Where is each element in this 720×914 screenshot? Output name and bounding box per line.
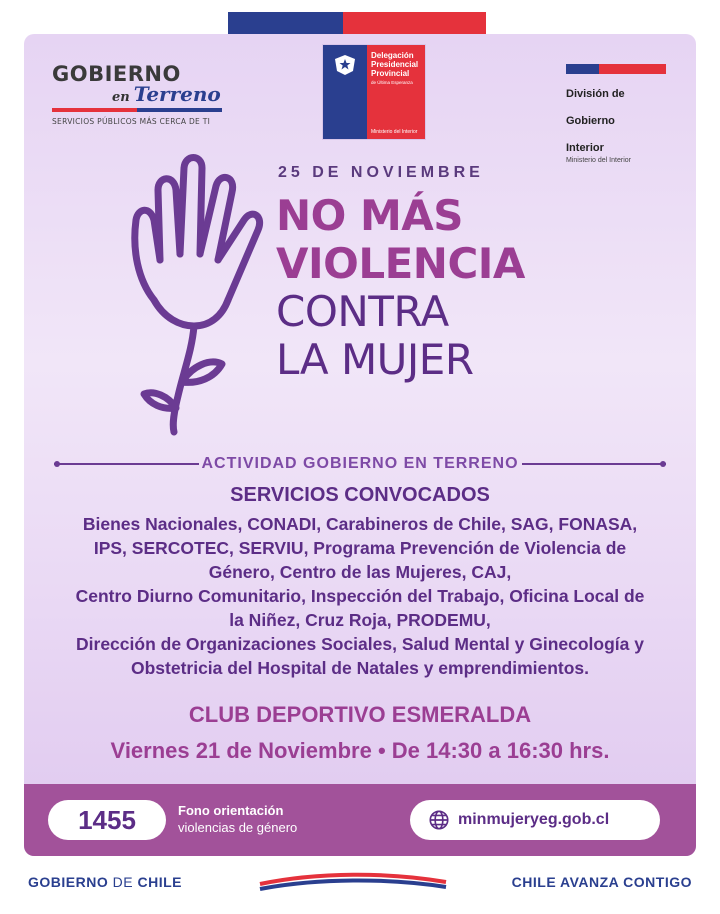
footer-gobierno: GOBIERNO (28, 874, 109, 890)
headline-line1: NO MÁS (276, 191, 464, 240)
divider-left (54, 463, 199, 465)
division-line1: División de (566, 88, 625, 100)
services-title: SERVICIOS CONVOCADOS (230, 484, 490, 506)
delegacion-line2: Presidencial (371, 60, 419, 69)
top-flag-bar (228, 12, 486, 34)
coat-of-arms (323, 45, 367, 139)
services-line: Dirección de Organizaciones Sociales, Salud Mental y Ginecología y (76, 634, 644, 654)
phone-number[interactable]: 1455 (48, 800, 166, 840)
phone-label (178, 802, 297, 836)
delegacion-sub: de Última Esperanza (371, 80, 413, 85)
services-line: Obstetricia del Hospital de Natales y emprendimientos. (130, 658, 590, 678)
activity-heading (54, 452, 666, 476)
delegacion-logo (322, 44, 426, 140)
coat-of-arms-icon (331, 53, 359, 77)
services-line: Centro Diurno Comunitario, Inspección del Trabajo, Oficina Local de (75, 586, 645, 606)
flag-red-segment (343, 12, 486, 34)
website-link[interactable] (410, 800, 660, 840)
division-flag-bar (566, 64, 666, 74)
division-ministry: Ministerio del Interior (566, 157, 631, 164)
delegacion-ministry: Ministerio del Interior (371, 129, 418, 135)
hand-flower-icon (118, 150, 278, 436)
activity-title: ACTIVIDAD GOBIERNO EN TERRENO (201, 455, 519, 472)
venue: CLUB DEPORTIVO ESMERALDA (188, 702, 532, 727)
logo-underline (52, 108, 222, 112)
services-list (24, 512, 696, 680)
services-line: la Niñez, Cruz Roja, PRODEMU, (229, 610, 491, 630)
chile-avanza-contigo: CHILE AVANZA CONTIGO (511, 874, 692, 890)
division-line2: Gobierno (566, 115, 615, 127)
gobierno-de-chile-logo (28, 874, 182, 890)
divider-right (522, 463, 667, 465)
campaign-date: 25 DE NOVIEMBRE (278, 164, 484, 181)
campaign-headline (276, 192, 525, 384)
division-gobierno-interior-logo (566, 64, 676, 164)
services-line: IPS, SERCOTEC, SERVIU, Programa Prevención de Violencia de (93, 538, 627, 558)
footer-de: DE (108, 874, 138, 890)
headline-line2: VIOLENCIA (276, 239, 525, 288)
poster-card (24, 34, 696, 856)
footer-chile: CHILE (137, 874, 182, 890)
logo-title: GOBIERNO (52, 62, 181, 86)
division-line3: Interior (566, 142, 604, 154)
logo-en: en (112, 90, 130, 105)
headline-line4: LA MUJER (276, 335, 474, 384)
delegacion-line3: Provincial (371, 69, 410, 78)
globe-icon (428, 809, 450, 831)
logo-tagline: SERVICIOS PÚBLICOS MÁS CERCA DE TI (52, 117, 211, 126)
gobierno-en-terreno-logo (52, 62, 252, 126)
contact-band (24, 784, 696, 856)
event-datetime: Viernes 21 de Noviembre • De 14:30 a 16:30 hrs. (110, 738, 610, 763)
logo-terreno: Terreno (133, 82, 221, 106)
phone-label-line2: violencias de género (178, 820, 298, 835)
delegacion-line1: Delegación (371, 51, 414, 60)
headline-line3: CONTRA (276, 287, 449, 336)
phone-label-line1: Fono orientación (178, 803, 284, 818)
services-line: Género, Centro de las Mujeres, CAJ, (208, 562, 512, 582)
services-line: Bienes Nacionales, CONADI, Carabineros de Chile, SAG, FONASA, (82, 514, 638, 534)
delegacion-text (367, 45, 425, 139)
flag-blue-segment (228, 12, 343, 34)
flag-swoosh-icon (258, 870, 448, 894)
logo-subtitle (112, 82, 252, 106)
website-text: minmujeryeg.gob.cl (458, 811, 610, 828)
